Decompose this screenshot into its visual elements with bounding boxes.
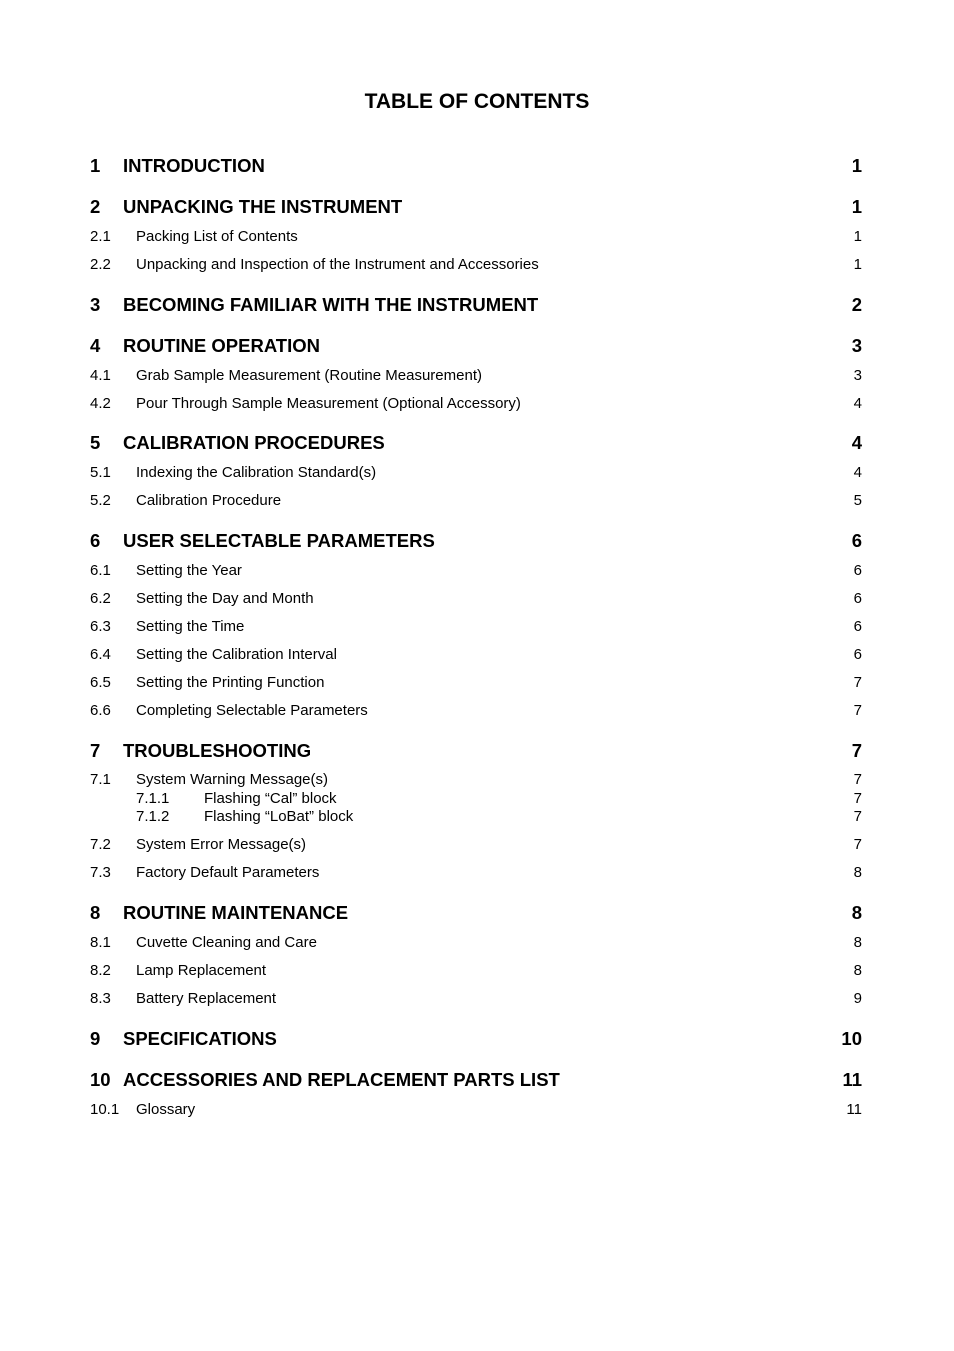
toc-entry-number: 7.3 bbox=[90, 864, 111, 881]
toc-entry-number: 6.2 bbox=[90, 590, 111, 607]
toc-entry-page: 4 bbox=[853, 395, 862, 412]
toc-entry-page: 7 bbox=[853, 702, 862, 719]
toc-entry-title: Cuvette Cleaning and Care bbox=[136, 934, 317, 951]
toc-entry-title: Unpacking and Inspection of the Instrument and Accessories bbox=[136, 256, 539, 273]
toc-entry-title: USER SELECTABLE PARAMETERS bbox=[123, 530, 435, 551]
toc-entry-number: 7.2 bbox=[90, 836, 111, 853]
toc-entry-number: 10.1 bbox=[90, 1101, 120, 1118]
toc-entry-number: 8.3 bbox=[90, 990, 111, 1007]
toc-entry-number: 3 bbox=[90, 294, 101, 315]
toc-entry-page: 6 bbox=[853, 562, 862, 579]
toc-entry-page: 1 bbox=[853, 228, 862, 245]
toc-entry-number: 6.3 bbox=[90, 618, 111, 635]
toc-entry-number: 4.2 bbox=[90, 395, 111, 412]
toc-entry-title: Pour Through Sample Measurement (Optional Accessory) bbox=[136, 395, 521, 412]
toc-entry-title: Setting the Calibration Interval bbox=[136, 646, 337, 663]
toc-entry-page: 7 bbox=[851, 740, 862, 761]
toc-entry-title: ACCESSORIES AND REPLACEMENT PARTS LIST bbox=[123, 1069, 560, 1090]
toc-entry-number: 9 bbox=[90, 1028, 101, 1049]
toc-entry-number: 6 bbox=[90, 530, 101, 551]
toc-entry-title: System Warning Message(s) bbox=[136, 771, 328, 788]
toc-entry-page: 1 bbox=[851, 155, 862, 176]
toc-entry-number: 7.1.1 bbox=[136, 790, 170, 807]
toc-entry-number: 6.5 bbox=[90, 674, 111, 691]
toc-entry-number: 10 bbox=[90, 1069, 111, 1090]
toc-entry-number: 1 bbox=[90, 155, 101, 176]
toc-entry-page: 3 bbox=[853, 367, 862, 384]
toc-entry-page: 6 bbox=[853, 590, 862, 607]
toc-entry-title: Calibration Procedure bbox=[136, 492, 282, 509]
toc-entry-number: 7 bbox=[90, 740, 101, 761]
toc-entry-page: 8 bbox=[851, 902, 862, 923]
toc-entry-page: 2 bbox=[851, 294, 862, 315]
toc-entry-page: 9 bbox=[853, 990, 862, 1007]
toc-entry-number: 5.1 bbox=[90, 464, 111, 481]
toc-entry-number: 7.1.2 bbox=[136, 808, 170, 825]
toc-entry-page: 8 bbox=[853, 962, 862, 979]
page-title: TABLE OF CONTENTS bbox=[364, 90, 590, 113]
toc-entry-title: Factory Default Parameters bbox=[136, 864, 320, 881]
toc-entry-page: 10 bbox=[841, 1028, 862, 1049]
toc-entry-page: 1 bbox=[851, 196, 862, 217]
toc-entry-number: 4 bbox=[90, 335, 101, 356]
toc-entry-page: 7 bbox=[853, 808, 862, 825]
toc-entry-page: 8 bbox=[853, 934, 862, 951]
toc-entry-page: 4 bbox=[853, 464, 862, 481]
toc-entry-page: 5 bbox=[853, 492, 862, 509]
toc-entry-page: 7 bbox=[853, 771, 862, 788]
toc-entry-title: SPECIFICATIONS bbox=[123, 1028, 277, 1049]
toc-entry-title: Lamp Replacement bbox=[136, 962, 267, 979]
toc-entry-page: 4 bbox=[851, 432, 862, 453]
toc-entry-page: 6 bbox=[853, 618, 862, 635]
toc-entry-number: 8 bbox=[90, 902, 101, 923]
toc-entry-page: 7 bbox=[853, 836, 862, 853]
toc-entry-title: BECOMING FAMILIAR WITH THE INSTRUMENT bbox=[123, 294, 539, 315]
toc-entry-title: Flashing “Cal” block bbox=[204, 790, 337, 807]
toc-entry-page: 8 bbox=[853, 864, 862, 881]
toc-entry-number: 2.1 bbox=[90, 228, 111, 245]
toc-entry-title: Grab Sample Measurement (Routine Measurement) bbox=[136, 367, 482, 384]
toc-entry-page: 6 bbox=[853, 646, 862, 663]
toc-entry-title: Completing Selectable Parameters bbox=[136, 702, 368, 719]
toc-entry-title: CALIBRATION PROCEDURES bbox=[123, 432, 385, 453]
toc-entry-number: 2.2 bbox=[90, 256, 111, 273]
toc-entry-number: 8.2 bbox=[90, 962, 111, 979]
toc-entry-number: 6.1 bbox=[90, 562, 111, 579]
toc-entry-page: 7 bbox=[853, 674, 862, 691]
toc-entry-title: Flashing “LoBat” block bbox=[204, 808, 354, 825]
toc-entry-page: 11 bbox=[846, 1101, 862, 1118]
toc-entry-title: Indexing the Calibration Standard(s) bbox=[136, 464, 377, 481]
toc-entry-number: 2 bbox=[90, 196, 101, 217]
toc-entry-title: Setting the Year bbox=[136, 562, 242, 579]
toc-entry-number: 5.2 bbox=[90, 492, 111, 509]
toc-entry-page: 11 bbox=[842, 1069, 862, 1090]
toc-entry-number: 6.6 bbox=[90, 702, 111, 719]
toc-entry-title: Packing List of Contents bbox=[136, 228, 298, 245]
toc-entry-title: Setting the Time bbox=[136, 618, 245, 635]
toc-entry-title: Glossary bbox=[136, 1101, 196, 1118]
toc-entry-title: Setting the Day and Month bbox=[136, 590, 314, 607]
toc-entry-title: System Error Message(s) bbox=[136, 836, 307, 853]
toc-entry-number: 8.1 bbox=[90, 934, 111, 951]
toc-entry-number: 4.1 bbox=[90, 367, 111, 384]
toc-entry-title: ROUTINE OPERATION bbox=[123, 335, 320, 356]
toc-entry-title: TROUBLESHOOTING bbox=[123, 740, 312, 761]
toc-entry-page: 1 bbox=[853, 256, 862, 273]
toc-entry-page: 6 bbox=[851, 530, 862, 551]
toc-entry-title: INTRODUCTION bbox=[123, 155, 265, 176]
toc-entry-number: 7.1 bbox=[90, 771, 111, 788]
toc-entry-title: Battery Replacement bbox=[136, 990, 277, 1007]
toc-entry-number: 6.4 bbox=[90, 646, 111, 663]
toc-entry-title: ROUTINE MAINTENANCE bbox=[123, 902, 349, 923]
toc-entry-number: 5 bbox=[90, 432, 101, 453]
toc-entry-title: UNPACKING THE INSTRUMENT bbox=[123, 196, 403, 217]
toc-entry-page: 3 bbox=[851, 335, 862, 356]
toc-entry-page: 7 bbox=[853, 790, 862, 807]
toc-entry-title: Setting the Printing Function bbox=[136, 674, 325, 691]
